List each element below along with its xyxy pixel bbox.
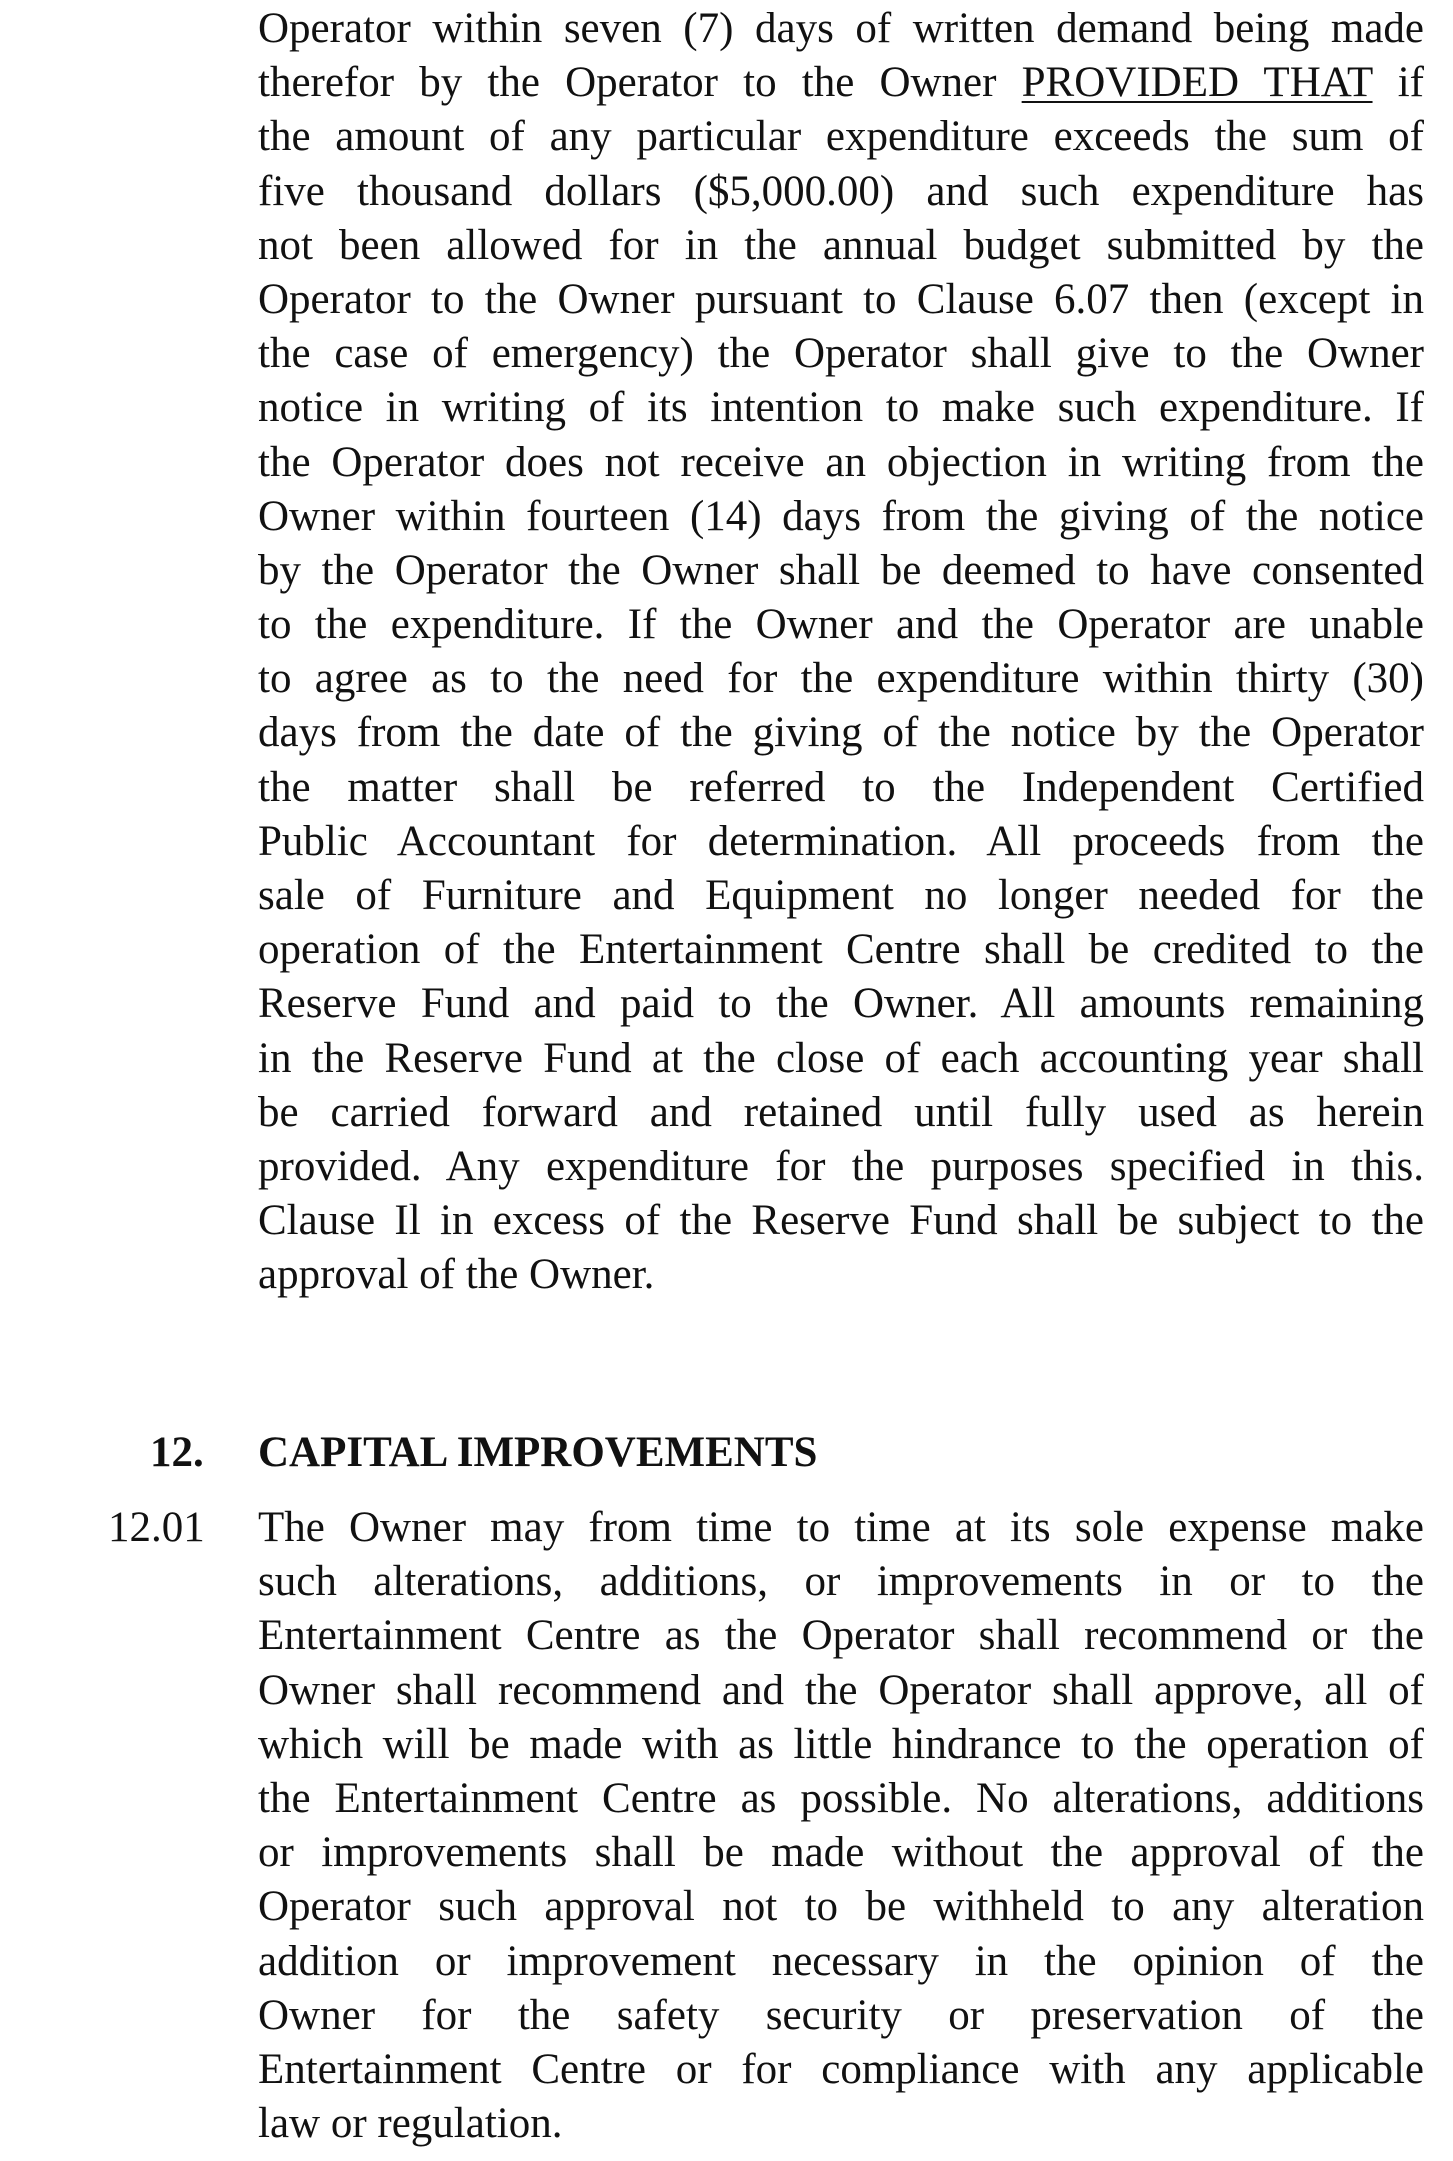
text-line-last: approval of the Owner. xyxy=(258,1251,655,1299)
text-line: by the Operator the Owner shall be deemed to have consented xyxy=(258,546,1424,594)
text-line xyxy=(258,56,1424,110)
clause-12-01-body xyxy=(258,1501,1424,2151)
provided-that-emphasis: PROVIDED THAT xyxy=(1021,59,1373,107)
text-line: notice in writing of its intention to make such expenditure. If xyxy=(258,384,1424,432)
text-line: provided. Any expenditure for the purposes specified in this. xyxy=(258,1142,1424,1190)
text-span: if xyxy=(1372,59,1424,107)
text-line: in the Reserve Fund at the close of each accounting year shall xyxy=(258,1034,1424,1082)
text-line: Owner within fourteen (14) days from the giving of the notice xyxy=(258,492,1424,540)
text-line: or improvements shall be made without the approval of the xyxy=(258,1829,1424,1877)
text-span: therefor by the Operator to the Owner xyxy=(258,59,1022,107)
text-line: to agree as to the need for the expenditure within thirty (30) xyxy=(258,655,1424,703)
text-line: the case of emergency) the Operator shall give to the Owner xyxy=(258,330,1424,378)
text-line: Operator such approval not to be withheld to any alteration xyxy=(258,1883,1424,1931)
text-line: Owner shall recommend and the Operator shall approve, all of xyxy=(258,1666,1424,1714)
text-line: Operator to the Owner pursuant to Clause 6.07 then (except in xyxy=(258,275,1424,323)
text-line: not been allowed for in the annual budget submitted by the xyxy=(258,221,1424,269)
section-number: 12. xyxy=(150,1429,204,1476)
text-line: Clause Il in excess of the Reserve Fund shall be subject to the xyxy=(258,1197,1424,1245)
text-line: Public Accountant for determination. All proceeds from the xyxy=(258,817,1424,865)
text-line: Reserve Fund and paid to the Owner. All amounts remaining xyxy=(258,980,1424,1028)
text-line: to the expenditure. If the Owner and the Operator are unable xyxy=(258,601,1424,649)
text-line: be carried forward and retained until fully used as herein xyxy=(258,1088,1424,1136)
text-line: Entertainment Centre as the Operator shall recommend or the xyxy=(258,1612,1424,1660)
text-line: days from the date of the giving of the notice by the Operator xyxy=(258,709,1424,757)
text-line: addition or improvement necessary in the opinion of the xyxy=(258,1937,1424,1985)
section-title: CAPITAL IMPROVEMENTS xyxy=(258,1429,818,1476)
text-line: Operator within seven (7) days of written demand being made xyxy=(258,5,1424,52)
text-line-last: law or regulation. xyxy=(258,2100,563,2148)
clause-number: 12.01 xyxy=(108,1504,205,1551)
text-line: sale of Furniture and Equipment no longer needed for the xyxy=(258,872,1424,919)
clause-11-continuation xyxy=(258,2,1424,1303)
text-line: the Operator does not receive an objection in writing from the xyxy=(258,438,1424,486)
text-line: five thousand dollars ($5,000.00) and such expenditure has xyxy=(258,167,1424,215)
text-line: operation of the Entertainment Centre shall be credited to the xyxy=(258,926,1424,974)
text-line: the amount of any particular expenditure exceeds the sum of xyxy=(258,113,1424,161)
text-line: Owner for the safety security or preservation of the xyxy=(258,1991,1424,2039)
text-line: The Owner may from time to time at its sole expense make xyxy=(258,1504,1424,1551)
text-line: the matter shall be referred to the Independent Certified xyxy=(258,763,1424,811)
text-line: which will be made with as little hindrance to the operation of xyxy=(258,1720,1424,1768)
text-line: the Entertainment Centre as possible. No alterations, additions xyxy=(258,1774,1424,1822)
text-line: Entertainment Centre or for compliance with any applicable xyxy=(258,2045,1424,2093)
text-line: such alterations, additions, or improvements in or to the xyxy=(258,1558,1424,1606)
